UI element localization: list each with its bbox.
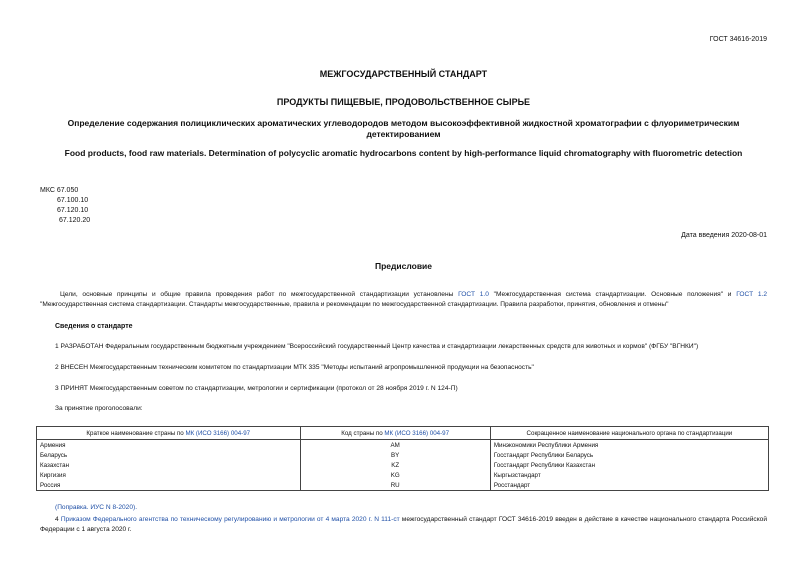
voted-label: За принятие проголосовали: — [55, 405, 143, 412]
table-row — [37, 450, 769, 460]
country-cell: Армения — [37, 440, 301, 451]
body-cell: Росстандарт — [490, 480, 768, 491]
country-cell: Россия — [37, 480, 301, 491]
mks-codes — [40, 186, 90, 226]
introduction-date: Дата введения 2020-08-01 — [681, 232, 767, 239]
foreword-heading: Предисловие — [374, 261, 433, 271]
standard-type-heading: МЕЖГОСУДАРСТВЕННЫЙ СТАНДАРТ — [319, 69, 488, 79]
body-cell: Кыргызстандарт — [490, 470, 768, 480]
foreword-text: "Межгосударственная система стандартизации. Основные положения" и — [488, 291, 737, 298]
voting-states-table — [36, 426, 769, 491]
standard-info-heading: Сведения о стандарте — [55, 323, 133, 330]
mk-iso-link[interactable]: МК (ИСО 3166) 004-97 — [384, 429, 450, 437]
body-cell: Госстандарт Республики Казахстан — [490, 460, 768, 470]
mks-code: 67.120.10 — [57, 207, 89, 214]
item-text: межгосударственный стандарт ГОСТ 34616-2019 введен в действие в качестве национального стандарта Российской Федерации с 1 августа 2020 г. — [40, 516, 768, 533]
column-header-country — [37, 427, 301, 440]
table-row — [37, 460, 769, 470]
code-cell: BY — [300, 450, 490, 460]
gost-1-2-link[interactable]: ГОСТ 1.2 — [736, 291, 767, 298]
info-item-adopted: 3 ПРИНЯТ Межгосударственным советом по стандартизации, метрологии и сертификации (протокол от 28 ноября 2019 г. N 124-П) — [55, 385, 458, 392]
table-row — [37, 440, 769, 451]
foreword-text: Цели, основные принципы и общие правила проведения работ по межгосударственной стандартизации установлены — [60, 291, 459, 298]
mk-iso-link[interactable]: МК (ИСО 3166) 004-97 — [185, 429, 251, 437]
country-cell: Киргизия — [37, 470, 301, 480]
gost-1-0-link[interactable]: ГОСТ 1.0 — [458, 291, 489, 298]
info-item-enacted — [40, 515, 767, 535]
foreword-paragraph — [40, 290, 767, 310]
code-cell: KZ — [300, 460, 490, 470]
correction-link[interactable]: (Поправка. ИУС N 8-2020). — [55, 504, 138, 511]
title-english: Food products, food raw materials. Determination of polycyclic aromatic hydrocarbons content by high-performance liquid chromatography with fluorometric detection — [64, 148, 743, 158]
code-cell: AM — [300, 440, 490, 451]
table-row — [37, 470, 769, 480]
info-item-introduced: 2 ВНЕСЕН Межгосударственным техническим комитетом по стандартизации МТК 335 "Методы испытаний агропромышленной продукции на безопасность" — [55, 364, 534, 371]
mks-label: МКС 67.050 — [40, 187, 79, 194]
title-russian: Определение содержания полициклических ароматических углеводородов методом высокоэффективной жидкостной хроматографии с флуориметрическим детектированием — [67, 118, 740, 139]
gost-code: ГОСТ 34616-2019 — [709, 36, 767, 43]
item-number: 4 — [55, 516, 61, 523]
country-cell: Казахстан — [37, 460, 301, 470]
foreword-text: "Межгосударственная система стандартизации. Стандарты межгосударственные, правила и рекомендации по межгосударственной стандартизации. Правила разработки, принятия, обновления и отмены" — [40, 301, 669, 308]
table-row — [37, 480, 769, 491]
rosstandart-order-link[interactable]: Приказом Федерального агентства по техническому регулированию и метрологии от 4 марта 2020 г. N 111-ст — [60, 516, 400, 523]
info-item-developed: 1 РАЗРАБОТАН Федеральным государственным бюджетным учреждением "Всероссийский государственный Центр качества и стандартизации лекарственных средств для животных и кормов" (ФГБУ "ВГНКИ") — [55, 343, 699, 350]
code-cell: KG — [300, 470, 490, 480]
code-cell: RU — [300, 480, 490, 491]
header-text: Краткое наименование страны по — [86, 429, 186, 437]
column-header-code — [300, 427, 490, 440]
product-group-heading: ПРОДУКТЫ ПИЩЕВЫЕ, ПРОДОВОЛЬСТВЕННОЕ СЫРЬЕ — [276, 97, 531, 107]
mks-code: 67.100.10 — [57, 197, 89, 204]
column-header-body: Сокращенное наименование национального органа по стандартизации — [490, 427, 768, 440]
mks-code: 67.120.20 — [59, 217, 91, 224]
header-text: Код страны по — [341, 429, 385, 437]
table-header-row — [37, 427, 769, 440]
body-cell: Госстандарт Республики Беларусь — [490, 450, 768, 460]
country-cell: Беларусь — [37, 450, 301, 460]
body-cell: Минэкономики Республики Армения — [490, 440, 768, 451]
